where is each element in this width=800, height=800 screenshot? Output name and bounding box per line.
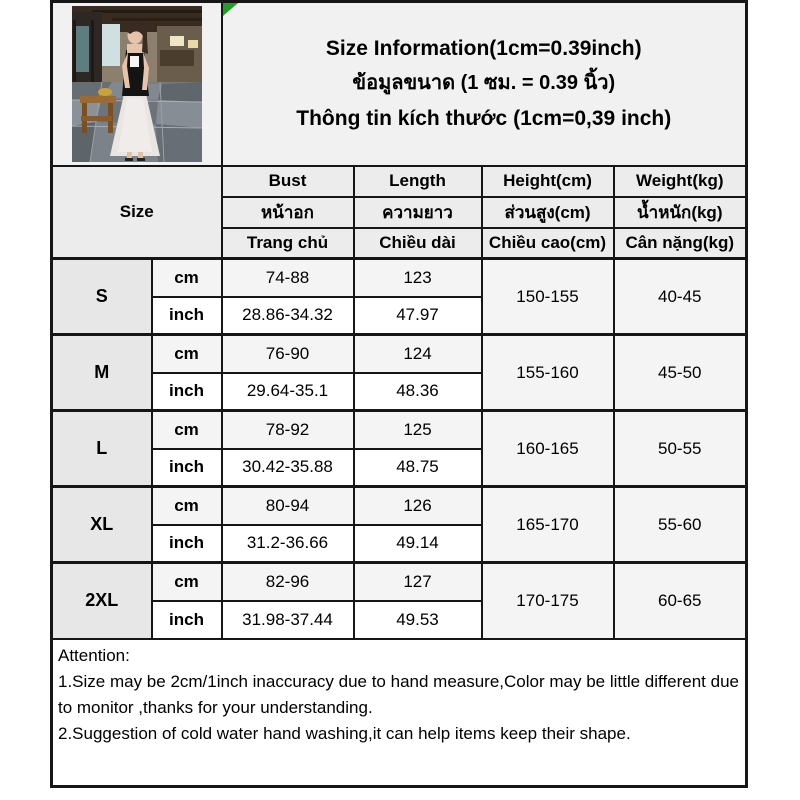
col-header-weight-vi: Cân nặng(kg) [614, 228, 747, 259]
bust-cm-xl: 80-94 [222, 487, 354, 525]
unit-label: cm [152, 259, 222, 297]
bust-cm-l: 78-92 [222, 411, 354, 449]
title-cell [222, 2, 747, 166]
height-2xl: 170-175 [482, 563, 614, 639]
table-row [52, 259, 747, 297]
col-header-length-vi: Chiều dài [354, 228, 482, 259]
unit-label: cm [152, 563, 222, 601]
attention-note-1: 1.Size may be 2cm/1inch inaccuracy due to hand measure,Color may be little different due to monitor ,thanks for your understanding. [58, 671, 739, 717]
col-header-length-en: Length [354, 166, 482, 197]
title-vietnamese: Thông tin kích thước (1cm=0,39 inch) [296, 107, 672, 131]
weight-l: 50-55 [614, 411, 747, 487]
unit-label: inch [152, 449, 222, 487]
unit-label: inch [152, 297, 222, 335]
bust-inch-xl: 31.2-36.66 [222, 525, 354, 563]
weight-s: 40-45 [614, 259, 747, 335]
weight-xl: 55-60 [614, 487, 747, 563]
size-label-l: L [52, 411, 152, 487]
col-header-length-th: ความยาว [354, 197, 482, 228]
bust-inch-s: 28.86-34.32 [222, 297, 354, 335]
column-header-row-en [52, 166, 747, 197]
size-label-s: S [52, 259, 152, 335]
size-header: Size [52, 166, 222, 259]
unit-label: inch [152, 601, 222, 639]
attention-row [52, 639, 747, 787]
table-row [52, 487, 747, 525]
bust-cm-2xl: 82-96 [222, 563, 354, 601]
length-inch-l: 48.75 [354, 449, 482, 487]
weight-m: 45-50 [614, 335, 747, 411]
size-label-m: M [52, 335, 152, 411]
attention-title: Attention: [58, 645, 130, 665]
title-english: Size Information(1cm=0.39inch) [325, 37, 642, 61]
title-thai: ข้อมูลขนาด (1 ซม. = 0.39 นิ้ว) [352, 72, 616, 95]
bust-cm-m: 76-90 [222, 335, 354, 373]
unit-label: cm [152, 335, 222, 373]
product-photo [72, 6, 202, 162]
table-row [52, 411, 747, 449]
length-cm-m: 124 [354, 335, 482, 373]
table-row [52, 563, 747, 601]
length-cm-l: 125 [354, 411, 482, 449]
length-inch-xl: 49.14 [354, 525, 482, 563]
unit-label: cm [152, 487, 222, 525]
attention-box [52, 639, 747, 787]
bust-inch-2xl: 31.98-37.44 [222, 601, 354, 639]
unit-label: inch [152, 373, 222, 411]
attention-note-2: 2.Suggestion of cold water hand washing,it can help items keep their shape. [58, 723, 631, 743]
col-header-bust-en: Bust [222, 166, 354, 197]
col-header-height-en: Height(cm) [482, 166, 614, 197]
length-inch-2xl: 49.53 [354, 601, 482, 639]
size-label-xl: XL [52, 487, 152, 563]
table-row [52, 335, 747, 373]
col-header-bust-th: หน้าอก [222, 197, 354, 228]
height-m: 155-160 [482, 335, 614, 411]
header-row [52, 2, 747, 166]
height-l: 160-165 [482, 411, 614, 487]
size-table [50, 0, 748, 788]
product-photo-cell [52, 2, 222, 166]
length-inch-m: 48.36 [354, 373, 482, 411]
weight-2xl: 60-65 [614, 563, 747, 639]
bust-cm-s: 74-88 [222, 259, 354, 297]
length-cm-2xl: 127 [354, 563, 482, 601]
unit-label: cm [152, 411, 222, 449]
bust-inch-m: 29.64-35.1 [222, 373, 354, 411]
length-cm-s: 123 [354, 259, 482, 297]
length-inch-s: 47.97 [354, 297, 482, 335]
height-s: 150-155 [482, 259, 614, 335]
col-header-weight-en: Weight(kg) [614, 166, 747, 197]
green-corner-marker [223, 3, 238, 16]
length-cm-xl: 126 [354, 487, 482, 525]
height-xl: 165-170 [482, 487, 614, 563]
unit-label: inch [152, 525, 222, 563]
bust-inch-l: 30.42-35.88 [222, 449, 354, 487]
col-header-height-th: ส่วนสูง(cm) [482, 197, 614, 228]
col-header-weight-th: น้ำหนัก(kg) [614, 197, 747, 228]
col-header-height-vi: Chiều cao(cm) [482, 228, 614, 259]
size-label-2xl: 2XL [52, 563, 152, 639]
col-header-bust-vi: Trang chủ [222, 228, 354, 259]
